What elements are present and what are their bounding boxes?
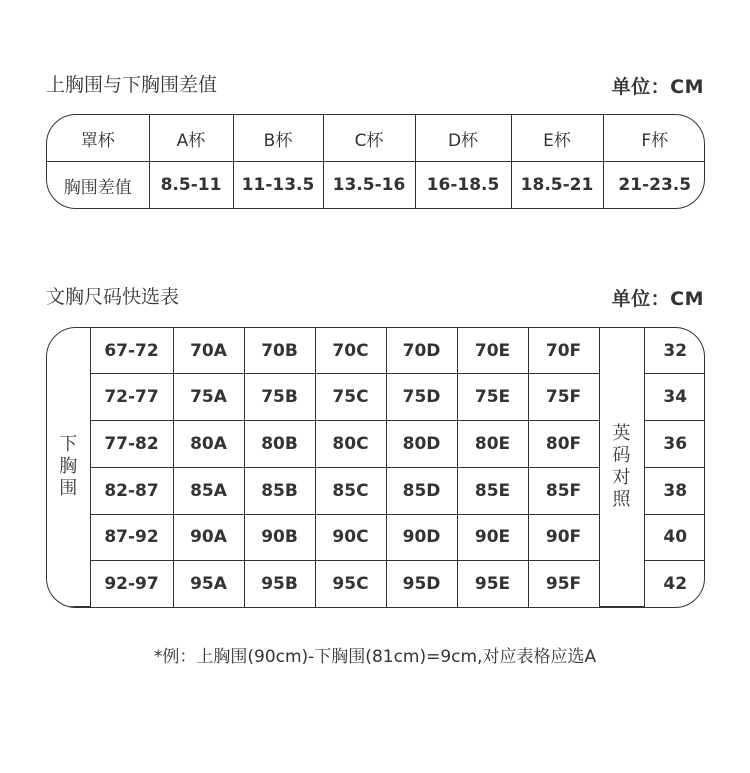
uk-size-cell: 36: [644, 420, 705, 467]
size-cell: 90E: [457, 514, 528, 561]
size-cell: 80F: [528, 420, 599, 467]
size-cell: 80A: [173, 420, 244, 467]
size-cell: 95F: [528, 561, 599, 607]
size-cell: 75F: [528, 374, 599, 421]
size-cell: 75E: [457, 374, 528, 421]
size-cell: 70C: [315, 328, 386, 374]
difference-row-label: 胸围差值: [47, 162, 149, 209]
uk-size-cell: 40: [644, 514, 705, 561]
size-cell: 90F: [528, 514, 599, 561]
size-cell: 70D: [386, 328, 457, 374]
cup-header-label: 罩杯: [47, 115, 149, 162]
difference-cell: 8.5-11: [149, 162, 233, 209]
size-cell: 70B: [244, 328, 315, 374]
example-note: *例：上胸围(90cm)-下胸围(81cm)=9cm,对应表格应选A: [153, 647, 597, 667]
underbust-range-cell: 72-77: [90, 374, 173, 421]
size-cell: 90A: [173, 514, 244, 561]
size-cell: 75D: [386, 374, 457, 421]
underbust-label: [47, 328, 90, 607]
difference-cell: 13.5-16: [323, 162, 415, 209]
size-cell: 95A: [173, 561, 244, 607]
size-row: [47, 328, 705, 374]
cup-header-row: [47, 115, 705, 162]
difference-cell: 16-18.5: [415, 162, 511, 209]
uk-size-cell: 42: [644, 561, 705, 607]
size-cell: 70F: [528, 328, 599, 374]
cup-header-cell: D杯: [415, 115, 511, 162]
underbust-range-cell: 77-82: [90, 420, 173, 467]
uk-size-cell: 32: [644, 328, 705, 374]
size-chart-unit: 单位：CM: [611, 288, 704, 310]
underbust-range-cell: 82-87: [90, 467, 173, 514]
size-cell: 95D: [386, 561, 457, 607]
size-cell: 70A: [173, 328, 244, 374]
cup-difference-title: 上胸围与下胸围差值: [46, 74, 218, 96]
difference-cell: 18.5-21: [511, 162, 603, 209]
size-cell: 95B: [244, 561, 315, 607]
size-cell: 95C: [315, 561, 386, 607]
difference-cell: 11-13.5: [233, 162, 323, 209]
size-cell: 95E: [457, 561, 528, 607]
cup-difference-row: [47, 162, 705, 209]
cup-header-cell: A杯: [149, 115, 233, 162]
size-cell: 75A: [173, 374, 244, 421]
size-chart-table: [46, 327, 705, 608]
size-cell: 85D: [386, 467, 457, 514]
size-chart-title: 文胸尺码快选表: [46, 286, 180, 308]
size-cell: 85E: [457, 467, 528, 514]
size-cell: 85C: [315, 467, 386, 514]
cup-difference-unit: 单位：CM: [611, 76, 704, 98]
difference-cell: 21-23.5: [603, 162, 705, 209]
size-cell: 90D: [386, 514, 457, 561]
size-cell: 75C: [315, 374, 386, 421]
size-cell: 80D: [386, 420, 457, 467]
size-cell: 90C: [315, 514, 386, 561]
underbust-range-cell: 67-72: [90, 328, 173, 374]
size-cell: 85A: [173, 467, 244, 514]
uk-size-label: [599, 328, 644, 607]
cup-header-cell: E杯: [511, 115, 603, 162]
underbust-label-text: 下胸围: [59, 434, 78, 499]
size-cell: 85F: [528, 467, 599, 514]
size-cell: 80E: [457, 420, 528, 467]
size-cell: 85B: [244, 467, 315, 514]
cup-difference-table: [46, 114, 705, 209]
size-cell: 70E: [457, 328, 528, 374]
uk-size-label-text: 英码对照: [612, 423, 631, 510]
size-cell: 80C: [315, 420, 386, 467]
underbust-range-cell: 87-92: [90, 514, 173, 561]
uk-size-cell: 38: [644, 467, 705, 514]
size-cell: 90B: [244, 514, 315, 561]
size-cell: 80B: [244, 420, 315, 467]
cup-header-cell: B杯: [233, 115, 323, 162]
cup-header-cell: C杯: [323, 115, 415, 162]
size-cell: 75B: [244, 374, 315, 421]
cup-header-cell: F杯: [603, 115, 705, 162]
underbust-range-cell: 92-97: [90, 561, 173, 607]
uk-size-cell: 34: [644, 374, 705, 421]
